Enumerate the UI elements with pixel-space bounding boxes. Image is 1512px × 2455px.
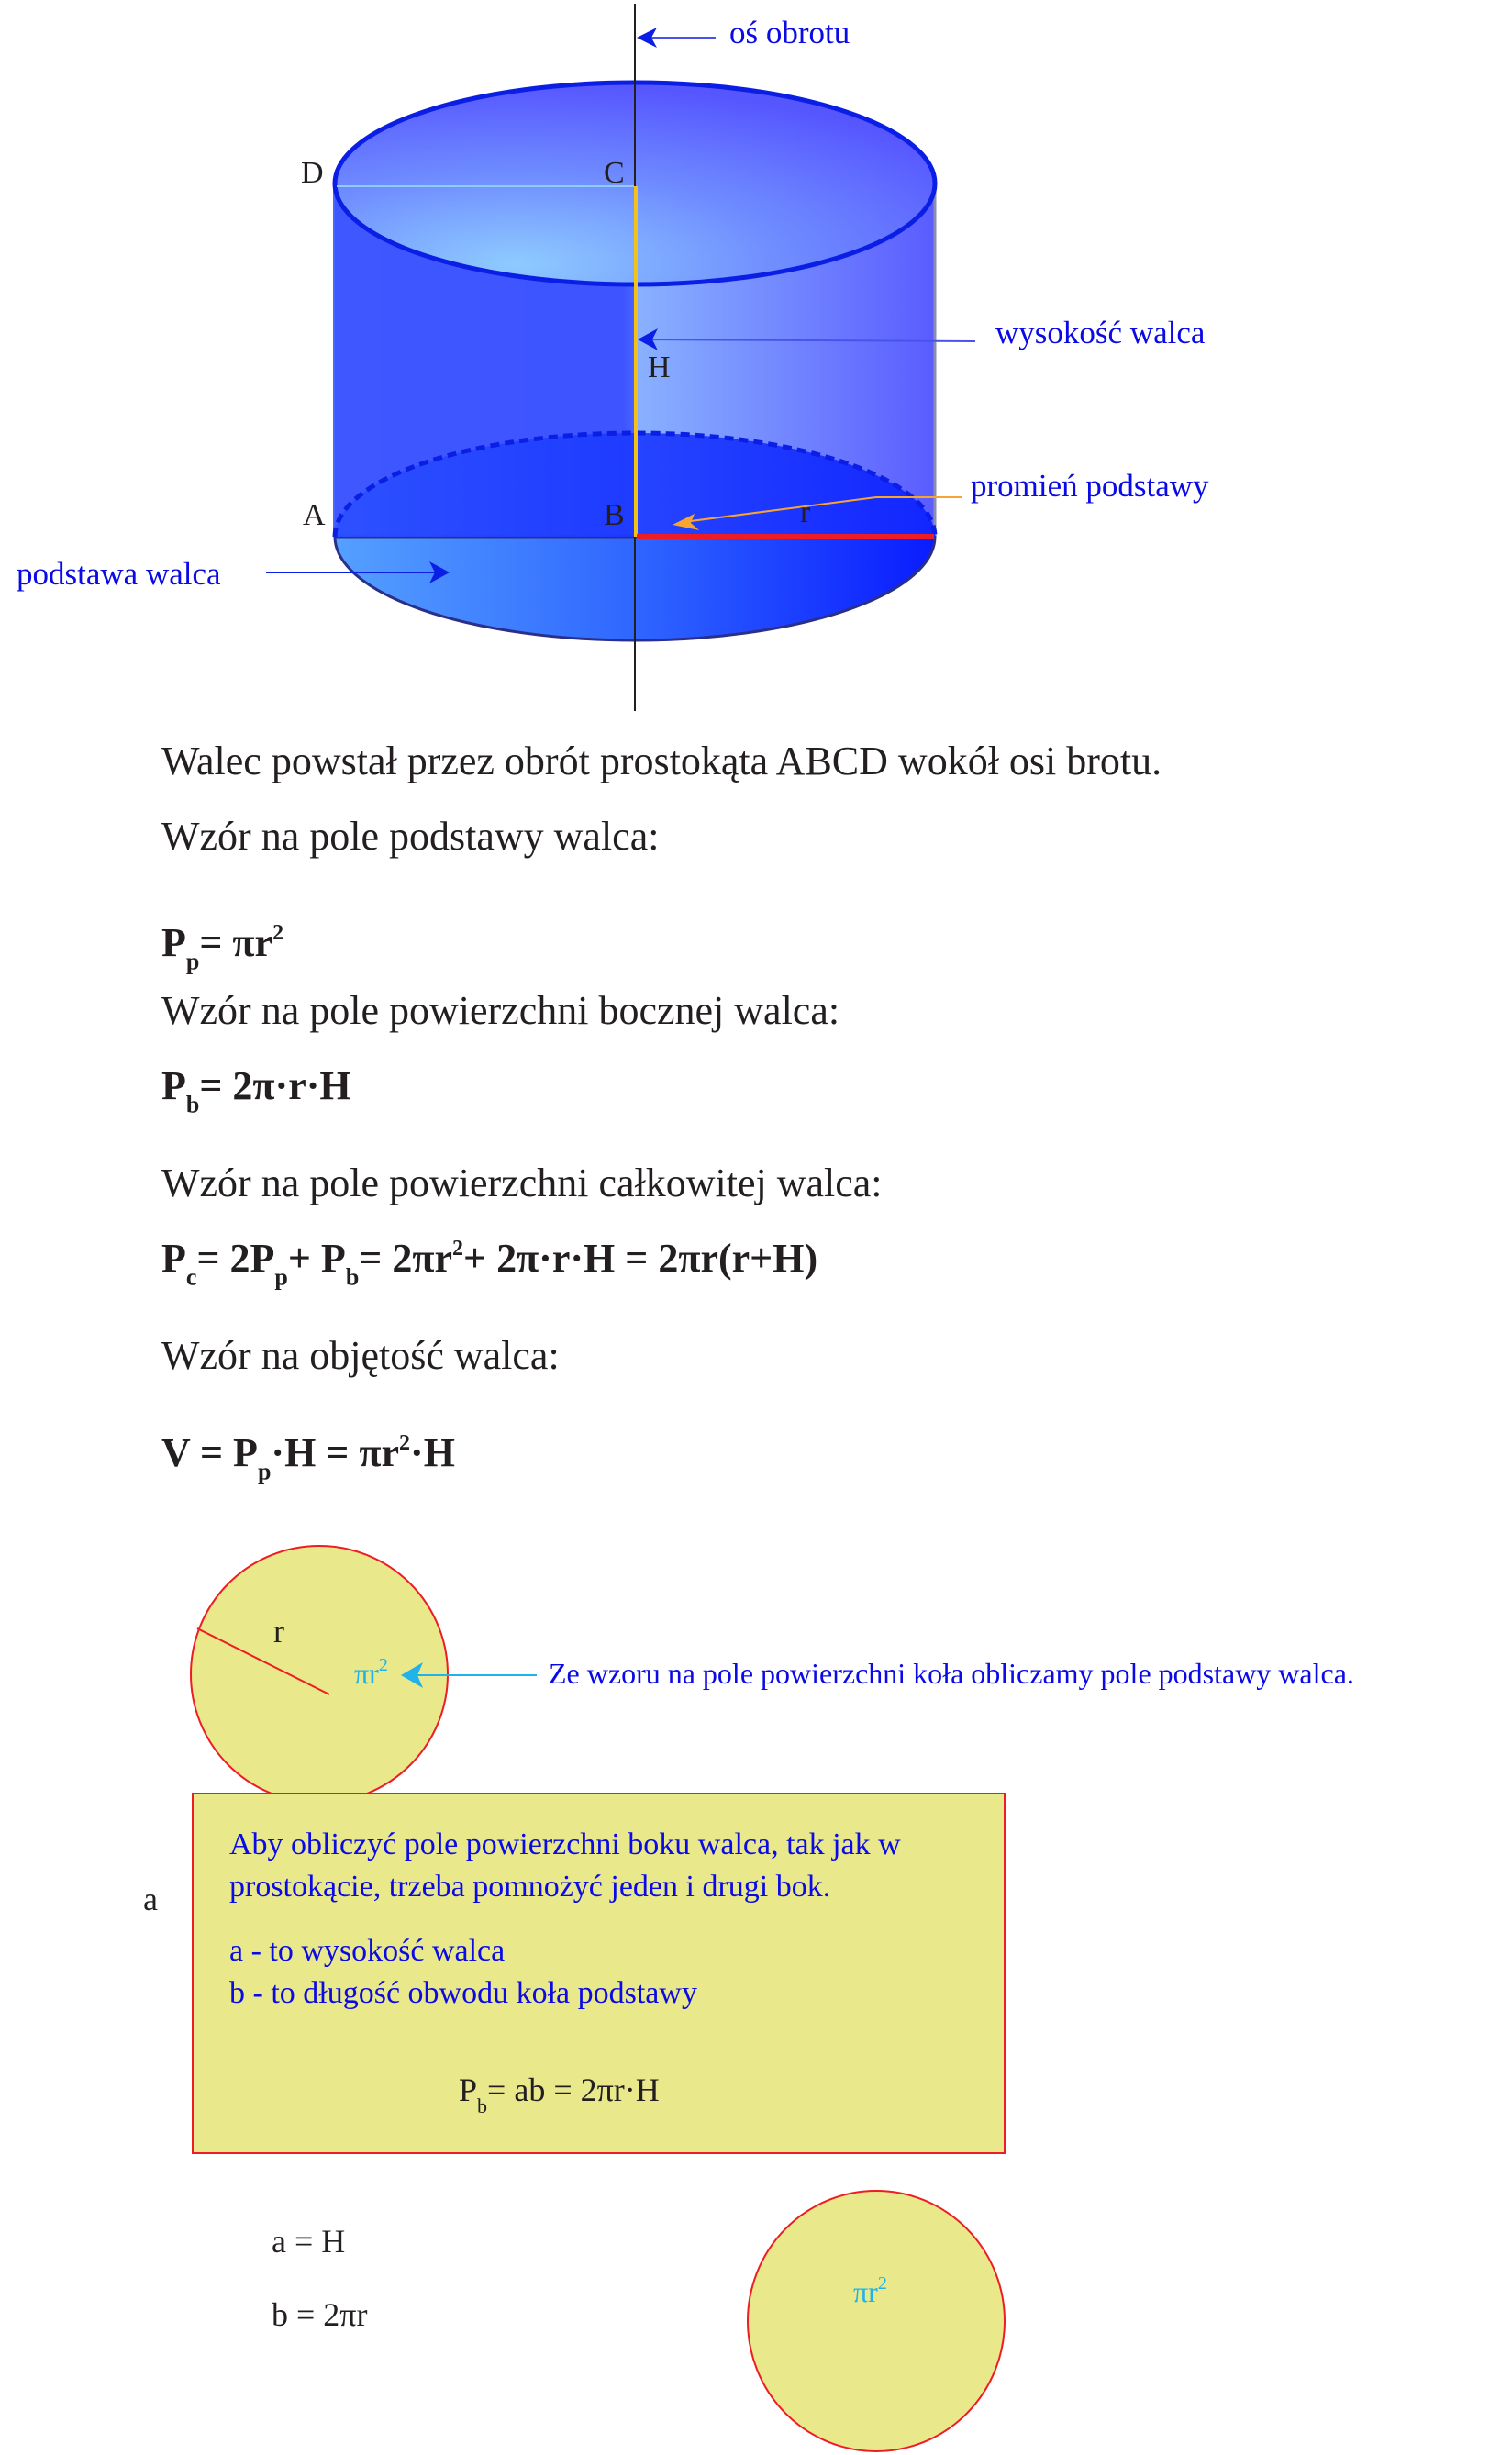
area-sup: 2	[378, 1655, 388, 1675]
formula-sup: 2	[272, 921, 284, 945]
formula-part: V = P	[161, 1430, 258, 1475]
volume-formula	[161, 1430, 455, 1485]
eq-b-equals-2pir: b = 2πr	[272, 2296, 368, 2333]
formula-part: = 2P	[196, 1236, 275, 1281]
formula-sub: p	[257, 1458, 272, 1485]
intro-text: Walec powstał przez obrót prostokąta ABCD wokół osi brotu.	[161, 739, 1162, 783]
formula-part: ·H	[410, 1430, 455, 1475]
net-box-line-1: Aby obliczyć pole powierzchni boku walca, tak jak w	[229, 1827, 901, 1861]
circle-area-label	[354, 1655, 388, 1690]
formula-part: ·H = πr	[271, 1430, 400, 1475]
formula-sub: b	[345, 1263, 360, 1291]
formula-part: P	[161, 1236, 186, 1281]
axis-label: oś obrotu	[729, 15, 850, 50]
net-def-a: a - to wysokość walca	[229, 1934, 506, 1968]
net-lateral-formula	[459, 2072, 660, 2118]
formula-p: P	[161, 920, 186, 965]
lateral-area-heading: Wzór na pole powierzchni bocznej walca:	[161, 988, 840, 1033]
point-a-label: A	[303, 498, 326, 532]
formula-sub: b	[185, 1091, 200, 1118]
height-h-label: H	[648, 350, 671, 384]
formula-p: P	[161, 1063, 186, 1108]
formula-sub: p	[185, 948, 200, 975]
area-sup: 2	[877, 2273, 887, 2294]
formula-p: P	[459, 2072, 478, 2108]
formula-sup: 2	[452, 1237, 463, 1261]
area-base: πr	[354, 1657, 379, 1690]
height-label: wysokość walca	[995, 315, 1206, 350]
formula-rest: = ab = 2πr·H	[487, 2072, 660, 2108]
total-area-formula	[161, 1236, 818, 1291]
formula-rest: = 2π·r·H	[199, 1063, 351, 1108]
volume-heading: Wzór na objętość walca:	[161, 1333, 560, 1378]
formula-sub: p	[274, 1263, 288, 1291]
formula-rest: = πr	[199, 920, 273, 965]
net-box-line-2: prostokącie, trzeba pomnożyć jeden i drugi bok.	[229, 1870, 831, 1904]
point-c-label: C	[604, 156, 625, 190]
net-def-b: b - to długość obwodu koła podstawy	[229, 1976, 697, 2010]
radius-r-label: r	[800, 495, 811, 529]
formula-part: + 2π·r·H = 2πr(r+H)	[463, 1236, 818, 1281]
base-label: podstawa walca	[17, 556, 221, 592]
base-area-heading: Wzór na pole podstawy walca:	[161, 814, 660, 859]
circle-explanation: Ze wzoru na pole powierzchni koła obliczamy pole podstawy walca.	[549, 1657, 1354, 1690]
radius-label: promień podstawy	[971, 468, 1209, 504]
formula-part: + P	[287, 1236, 346, 1281]
formula-part: = 2πr	[359, 1236, 452, 1281]
point-d-label: D	[301, 156, 324, 190]
circle-r-label: r	[273, 1613, 284, 1650]
area-base: πr	[853, 2275, 878, 2308]
base-area-formula	[161, 920, 284, 975]
formula-sub: c	[185, 1263, 197, 1291]
lateral-area-formula	[161, 1063, 351, 1118]
net-side-a-label: a	[143, 1881, 158, 1917]
eq-a-equals-h: a = H	[272, 2223, 346, 2260]
formula-sup: 2	[399, 1431, 411, 1455]
total-area-heading: Wzór na pole powierzchni całkowitej walca:	[161, 1161, 883, 1205]
point-b-label: B	[604, 498, 625, 532]
net-circle-area-label	[853, 2273, 887, 2308]
net-base-circle	[748, 2191, 1005, 2451]
formula-sub: b	[477, 2094, 488, 2118]
